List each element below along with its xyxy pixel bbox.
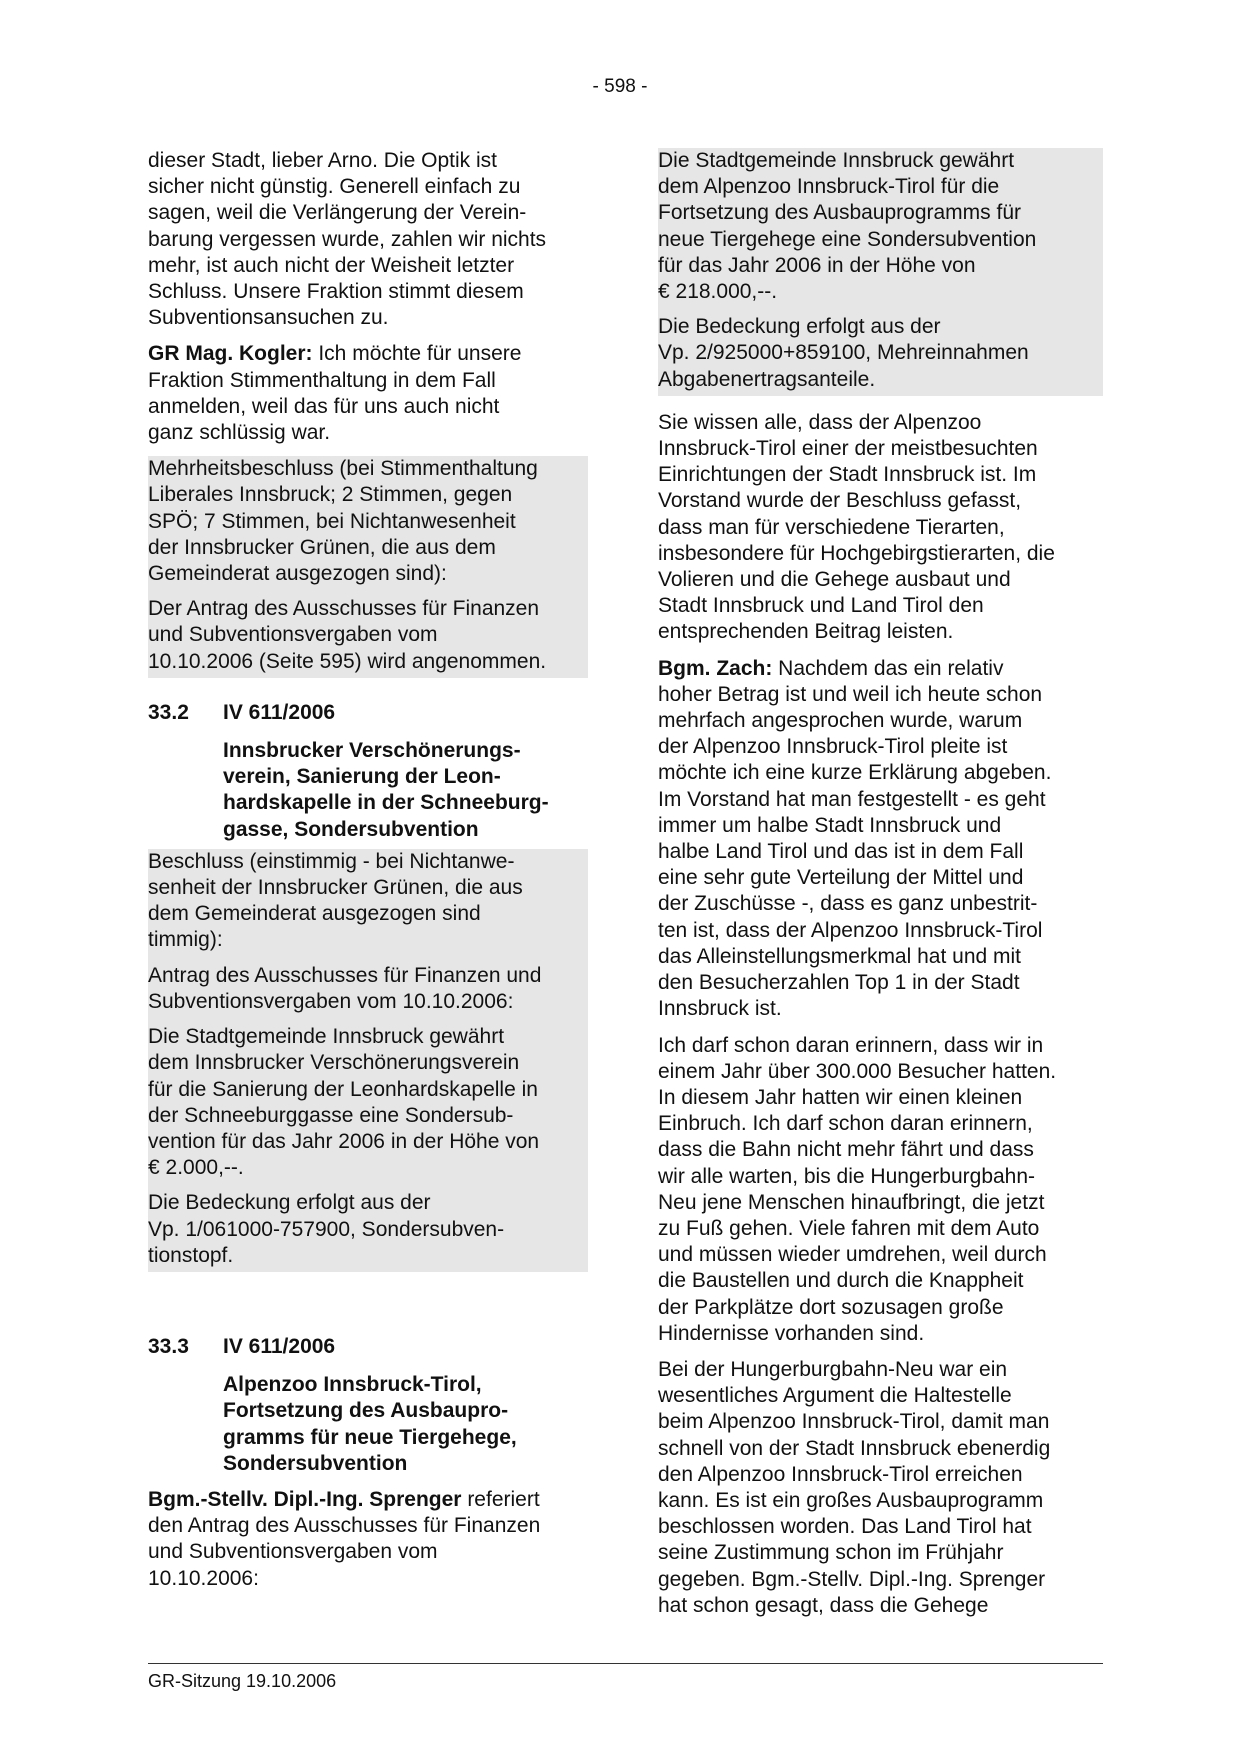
left-column bbox=[148, 148, 588, 1602]
resolution-text: Mehrheitsbeschluss (bei Stimmenthaltung Liberales Innsbruck; 2 Stimmen, gegen SPÖ; 7 Stimmen, bei Nichtanwesenheit der Innsbrucker Grünen, die aus dem Gemeinderat ausgezogen sind): bbox=[148, 457, 538, 586]
resolution-text: Der Antrag des Ausschusses für Finanzen und Subventionsvergaben vom 10.10.2006 (Seite 595) wird angenommen. bbox=[148, 597, 547, 673]
right-column bbox=[658, 148, 1103, 1629]
paragraph-zach: Bgm. Zach: Nachdem das ein relativ hoher Betrag ist und weil ich heute schon mehrfach angesprochen wurde, warum der Alpenzoo Innsbruck-Tirol pleite ist möchte ich eine kurze Erklärung abgeben. Im Vorstand hat man festgestellt - es geht immer um halbe Stadt Innsbruck und halbe Land Tirol und das ist in dem Fall eine sehr gute Verteilung der Mittel und der Zuschüsse -, dass es ganz unbestrit- ten ist, dass der Alpenzoo Innsbruck-Tirol das Alleinstellungsmerkmal hat und mit den Besucherzahlen Top 1 in der Stadt Innsbruck ist. bbox=[658, 656, 1052, 1021]
section-ref: IV 611/2006 bbox=[223, 700, 336, 724]
footer-text: GR-Sitzung 19.10.2006 bbox=[148, 1671, 337, 1691]
speaker-name: GR Mag. Kogler: bbox=[148, 342, 313, 366]
paragraph: Sie wissen alle, dass der Alpenzoo Innsbruck-Tirol einer der meistbesuchten Einrichtungen der Stadt Innsbruck ist. Im Vorstand wurde der Beschluss gefasst, dass man für verschiedene Tierarten, insbesondere für Hochgebirgstierarten, die Volieren und die Gehege ausbaut und Stadt Innsbruck und Land Tirol den entsprechenden Beitrag leisten. bbox=[658, 410, 1055, 644]
speaker-name: Bgm. Zach: bbox=[658, 656, 773, 680]
resolution-text: Antrag des Ausschusses für Finanzen und Subventionsvergaben vom 10.10.2006: bbox=[148, 963, 542, 1013]
resolution-box bbox=[148, 849, 588, 1272]
section-ref: IV 611/2006 bbox=[223, 1334, 336, 1358]
resolution-text: Die Stadtgemeinde Innsbruck gewährt dem Innsbrucker Verschönerungsverein für die Sanierung der Leonhardskapelle in der Schneeburggasse eine Sondersub- vention für das Jahr 2006 in der Höhe von € 2.000,--. bbox=[148, 1025, 540, 1180]
resolution-text: Die Bedeckung erfolgt aus der Vp. 2/925000+859100, Mehreinnahmen Abgabenertragsanteile. bbox=[658, 315, 1029, 391]
section-title: Innsbrucker Verschönerungs- verein, Sanierung der Leon- hardskapelle in der Schneeburg- gasse, Sondersubvention bbox=[223, 739, 549, 841]
section-title: Alpenzoo Innsbruck-Tirol, Fortsetzung des Ausbaupro- gramms für neue Tiergehege, Sondersubvention bbox=[223, 1373, 517, 1475]
resolution-box bbox=[148, 456, 588, 678]
section-heading-33-3 bbox=[148, 1334, 588, 1360]
paragraph: dieser Stadt, lieber Arno. Die Optik ist sicher nicht günstig. Generell einfach zu sagen, weil die Verlängerung der Verein- barung vergessen wurde, zahlen wir nichts mehr, ist auch nicht der Weisheit letzter Schluss. Unsere Fraktion stimmt diesem Subventionsansuchen zu. bbox=[148, 149, 547, 330]
paragraph: Bei der Hungerburgbahn-Neu war ein wesentliches Argument die Haltestelle beim Alpenzoo Innsbruck-Tirol, damit man schnell von der Stadt Innsbruck ebenerdig den Alpenzoo Innsbruck-Tirol erreichen kann. Es ist ein großes Ausbauprogramm beschlossen worden. Das Land Tirol hat seine Zustimmung schon im Frühjahr gegeben. Bgm.-Stellv. Dipl.-Ing. Sprenger hat schon gesagt, dass die Gehege bbox=[658, 1357, 1051, 1617]
section-heading-33-2 bbox=[148, 700, 588, 726]
section-number: 33.3 bbox=[148, 1334, 189, 1358]
section-number: 33.2 bbox=[148, 700, 189, 724]
paragraph: Ich darf schon daran erinnern, dass wir in einem Jahr über 300.000 Besucher hatten. In diesem Jahr hatten wir einen kleinen Einbruch. Ich darf schon daran erinnern, dass die Bahn nicht mehr fährt und dass wir alle warten, bis die Hungerburgbahn- Neu jene Menschen hinaufbringt, die jetzt zu Fuß gehen. Viele fahren mit dem Auto und müssen wieder umdrehen, weil durch die Baustellen und durch die Knappheit der Parkplätze dort sozusagen große Hindernisse vorhanden sind. bbox=[658, 1033, 1057, 1345]
page-number: - 598 - bbox=[592, 76, 648, 97]
resolution-text: Die Stadtgemeinde Innsbruck gewährt dem Alpenzoo Innsbruck-Tirol für die Fortsetzung des Ausbauprogramms für neue Tiergehege eine Sondersubvention für das Jahr 2006 in der Höhe von € 218.000,--. bbox=[658, 149, 1037, 304]
paragraph-sprenger: Bgm.-Stellv. Dipl.-Ing. Sprenger referiert den Antrag des Ausschusses für Finanzen und Subventionsvergaben vom 10.10.2006: bbox=[148, 1487, 541, 1590]
paragraph-kogler: GR Mag. Kogler: Ich möchte für unsere Fraktion Stimmenthaltung in dem Fall anmelden, weil das für uns auch nicht ganz schlüssig war. bbox=[148, 342, 522, 445]
speaker-name: Bgm.-Stellv. Dipl.-Ing. Sprenger bbox=[148, 1487, 462, 1511]
footer-divider bbox=[148, 1663, 1103, 1664]
resolution-box bbox=[658, 148, 1103, 396]
resolution-text: Die Bedeckung erfolgt aus der Vp. 1/061000-757900, Sondersubven- tionstopf. bbox=[148, 1191, 505, 1267]
resolution-text: Beschluss (einstimmig - bei Nichtanwe- senheit der Innsbrucker Grünen, die aus dem Gemeinderat ausgezogen sind timmig): bbox=[148, 849, 523, 952]
